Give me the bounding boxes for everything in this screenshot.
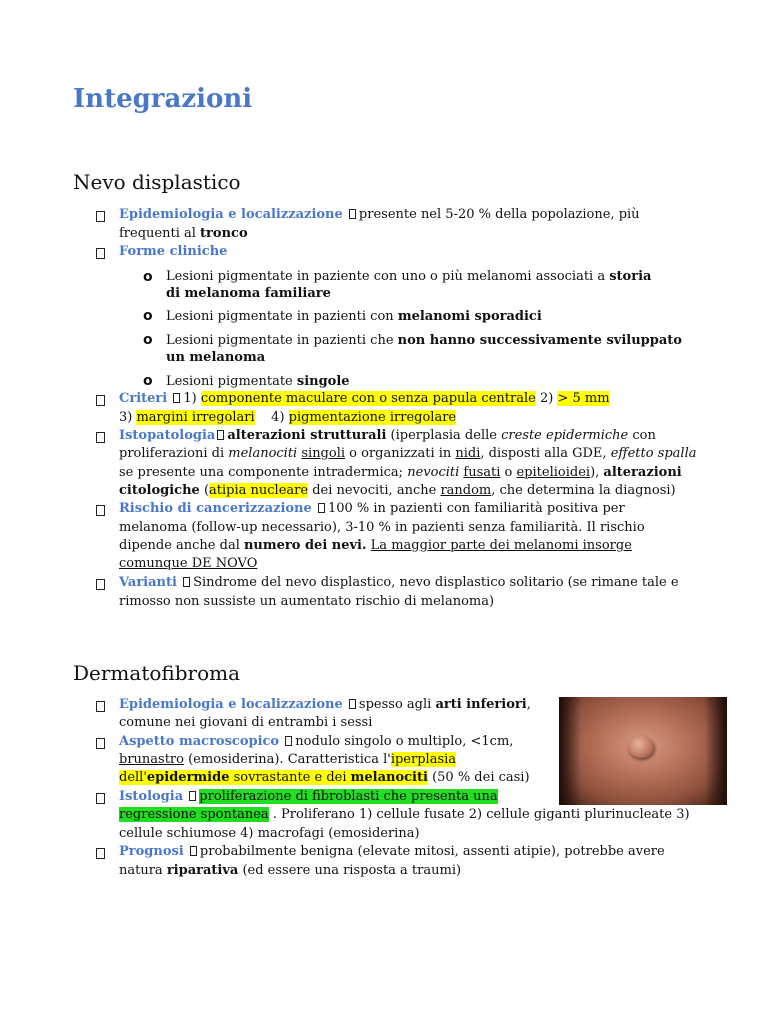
sub-bullet-icon: o: [143, 332, 153, 348]
sub-bullet-icon: o: [143, 373, 153, 389]
arrow-box-icon: [285, 736, 292, 746]
sub-bullet-icon: o: [143, 308, 153, 324]
arrow-box-icon: [189, 791, 196, 801]
bullet-box-icon: [96, 701, 105, 712]
forme-item-1-cont: di melanoma familiare: [166, 286, 331, 301]
derma-aspetto-line-2: brunastro (emosiderina). Caratteristica l'iperplasia: [119, 752, 457, 767]
bullet-box-icon: [96, 432, 105, 443]
forme-item-2: Lesioni pigmentate in pazienti con melanomi sporadici: [166, 309, 542, 324]
section-label: Forme cliniche: [119, 244, 228, 259]
nevo-istopatologia-line-4: citologiche (atipia nucleare dei nevociti, anche random, che determina la diagnosi): [119, 483, 676, 498]
arrow-box-icon: [173, 393, 180, 403]
arrow-box-icon: [183, 577, 190, 587]
nevo-forme-cliniche-line: [119, 243, 227, 261]
derma-prognosi-line: Prognosi probabilmente benigna (elevate mitosi, assenti atipie), potrebbe avere: [119, 844, 665, 859]
derma-aspetto-line: Aspetto macroscopico nodulo singolo o multiplo, <1cm,: [119, 734, 514, 749]
bullet-box-icon: [96, 848, 105, 859]
derma-epidemiologia-line-2: comune nei giovani di entrambi i sessi: [119, 715, 373, 730]
nevo-varianti-line-2: rimosso non sussiste un aumentato rischio di melanoma): [119, 594, 495, 609]
forme-item-3-cont: un melanoma: [166, 350, 266, 365]
nevo-varianti-line: Varianti Sindrome del nevo displastico, nevo displastico solitario (se rimane tale e: [119, 575, 679, 590]
section-label: Prognosi: [119, 844, 184, 859]
section-label: Istologia: [119, 789, 184, 804]
nevo-epidemiologia-line-2: frequenti al tronco: [119, 226, 248, 241]
section-label: Istopatologia: [119, 428, 216, 443]
nevo-istopatologia-line: Istopatologia alterazioni strutturali (iperplasia delle creste epidermiche con: [119, 428, 656, 443]
derma-prognosi-line-2: natura riparativa (ed essere una risposta a traumi): [119, 863, 462, 878]
bullet-box-icon: [96, 211, 105, 222]
bullet-box-icon: [96, 505, 105, 516]
derma-istologia-line-2: regressione spontanea . Proliferano 1) cellule fusate 2) cellule giganti plurinucleate 3): [119, 807, 690, 822]
section-label: Rischio di cancerizzazione: [119, 501, 312, 516]
bullet-box-icon: [96, 793, 105, 804]
arrow-box-icon: [190, 846, 197, 856]
nevo-criteri-line-2: 3) margini irregolari 4) pigmentazione irregolare: [119, 410, 457, 425]
bullet-box-icon: [96, 248, 105, 259]
forme-item-4: Lesioni pigmentate singole: [166, 374, 350, 389]
nevo-epidemiologia-line: Epidemiologia e localizzazione presente nel 5-20 % della popolazione, più: [119, 207, 640, 222]
derma-istologia-line: Istologia proliferazione di fibroblasti che presenta una: [119, 789, 498, 804]
derma-istologia-line-3: cellule schiumose 4) macrofagi (emosiderina): [119, 826, 420, 841]
section-heading-dermatofibroma: Dermatofibroma: [73, 661, 241, 685]
section-label: Varianti: [119, 575, 177, 590]
forme-item-3: Lesioni pigmentate in pazienti che non hanno successivamente sviluppato: [166, 333, 682, 348]
derma-epidemiologia-line: Epidemiologia e localizzazione spesso agli arti inferiori,: [119, 697, 531, 712]
nevo-criteri-line: Criteri 1) componente maculare con o senza papula centrale 2) > 5 mm: [119, 391, 610, 406]
arrow-box-icon: [349, 209, 356, 219]
dermatofibroma-photo: [559, 697, 727, 805]
arrow-box-icon: [349, 699, 356, 709]
nevo-rischio-line-2: melanoma (follow-up necessario), 3-10 % in pazienti senza familiarità. Il rischio: [119, 520, 645, 535]
section-heading-nevo-displastico: Nevo displastico: [73, 170, 241, 194]
section-label: Epidemiologia e localizzazione: [119, 207, 343, 222]
arrow-box-icon: [318, 503, 325, 513]
bullet-box-icon: [96, 579, 105, 590]
section-label: Aspetto macroscopico: [119, 734, 280, 749]
bullet-box-icon: [96, 395, 105, 406]
nevo-rischio-line-3: dipende anche dal numero dei nevi. La maggior parte dei melanomi insorge: [119, 538, 632, 553]
arrow-box-icon: [217, 430, 224, 440]
page-title: Integrazioni: [73, 84, 253, 114]
forme-item-1: Lesioni pigmentate in paziente con uno o più melanomi associati a storia: [166, 269, 652, 284]
nevo-istopatologia-line-2: proliferazioni di melanociti singoli o organizzati in nidi, disposti alla GDE, effetto spalla: [119, 446, 697, 461]
nevo-istopatologia-line-3: se presente una componente intradermica; nevociti fusati o epitelioidei), alterazioni: [119, 465, 682, 480]
section-label: Epidemiologia e localizzazione: [119, 697, 343, 712]
section-label: Criteri: [119, 391, 168, 406]
nevo-rischio-line-4: comunque DE NOVO: [119, 556, 258, 571]
sub-bullet-icon: o: [143, 269, 153, 285]
derma-aspetto-line-3: dell'epidermide sovrastante e dei melanociti (50 % dei casi): [119, 770, 530, 785]
bullet-box-icon: [96, 738, 105, 749]
nevo-rischio-line: Rischio di cancerizzazione 100 % in pazienti con familiarità positiva per: [119, 501, 625, 516]
